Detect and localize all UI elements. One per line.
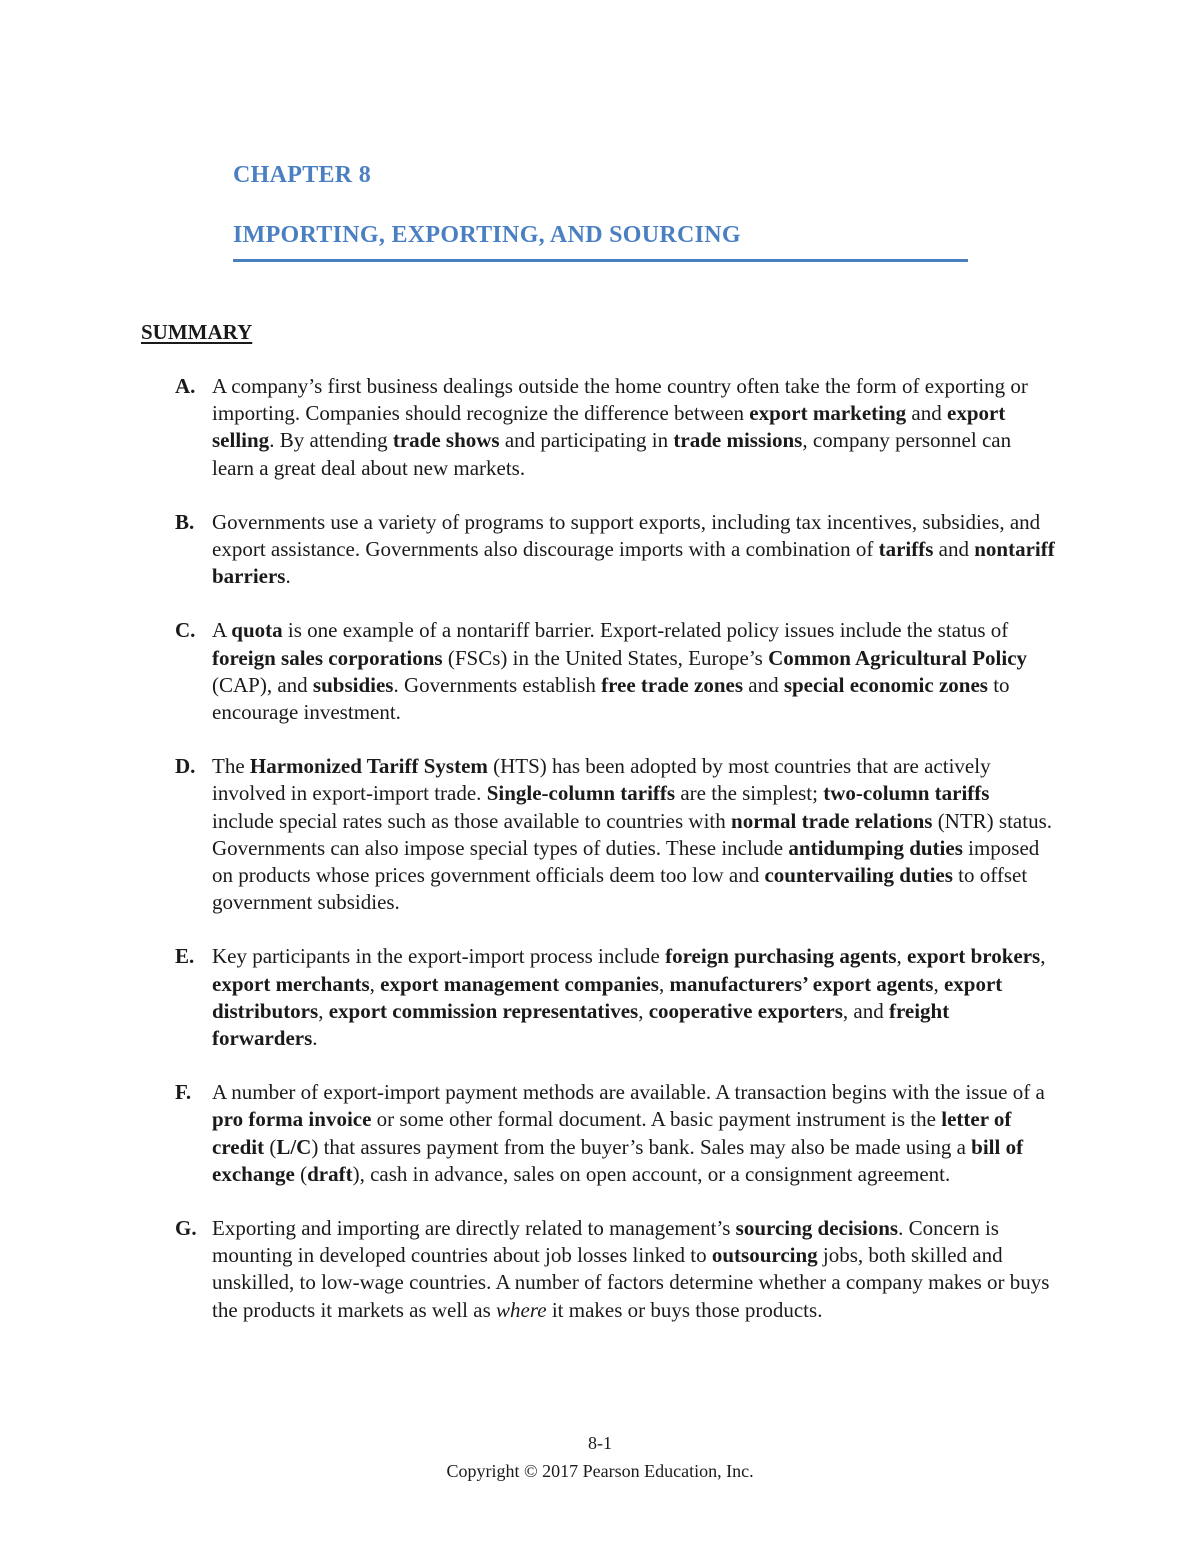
key-term: free trade zones (601, 672, 743, 697)
item-letter: G. (175, 1216, 197, 1241)
item-text (212, 1216, 1049, 1322)
key-term: countervailing duties (764, 863, 953, 888)
key-term: tariffs (878, 537, 934, 562)
key-term: foreign sales corporations (212, 645, 443, 670)
summary-item (175, 509, 1055, 591)
summary-item (175, 617, 1055, 726)
text-run: , and (842, 998, 889, 1023)
text-run: A company’s first business dealings outside the home country often take the form of exporting or importing. Companies should recognize the difference between (212, 374, 1028, 426)
text-run: (FSCs) in the United States, Europe’s (442, 645, 769, 670)
key-term: sourcing decisions (735, 1216, 899, 1241)
key-term: pro forma invoice (212, 1107, 372, 1132)
text-run: , (933, 971, 944, 996)
text-run: is one example of a nontariff barrier. Export-related policy issues include the status of (282, 618, 1009, 643)
key-term: letter of credit (212, 1107, 1012, 1159)
key-term: L/C (276, 1134, 312, 1159)
text-run: , (1040, 944, 1046, 969)
text-run: ( (294, 1161, 308, 1186)
key-term: freight forwarders (212, 998, 950, 1051)
key-term: bill of exchange (212, 1134, 1024, 1186)
text-run: (CAP), and (212, 672, 313, 697)
text-run: and (933, 537, 975, 562)
key-term: export management companies (380, 971, 659, 996)
key-term: export merchants (212, 971, 370, 996)
text-run: . (312, 1026, 318, 1051)
text-run: and (743, 672, 784, 697)
summary-item (175, 1215, 1055, 1324)
item-letter: A. (175, 374, 196, 398)
text-run: Exporting and importing are directly related to management’s (212, 1216, 736, 1241)
title-rule (233, 259, 968, 262)
summary-item (175, 753, 1055, 916)
summary-list (175, 373, 1055, 1351)
text-run: , (896, 944, 908, 969)
text-run: (HTS) has been adopted by most countries that are actively involved in export-import trade. (212, 754, 991, 806)
item-letter: B. (175, 509, 195, 534)
text-run: A number of export-import payment methods are available. A transaction begins with the issue of a (212, 1080, 1045, 1105)
text-run: . Concern is mounting in developed countries about job losses linked to (212, 1216, 999, 1268)
text-run: , (658, 971, 670, 996)
text-run: The (212, 754, 250, 779)
text-run: jobs, both skilled and unskilled, to low-wage countries. A number of factors determine whether a company makes or buys the products it markets as well as (212, 1243, 1050, 1322)
item-letter: F. (175, 1080, 192, 1105)
key-term: export marketing (749, 401, 907, 426)
text-run: it makes or buys those products. (546, 1297, 823, 1322)
text-run: include special rates such as those available to countries with (212, 808, 732, 833)
text-run: Key participants in the export-import process include (212, 944, 666, 969)
text-run: , (318, 998, 329, 1023)
key-term: draft (307, 1161, 353, 1186)
item-letter: C. (175, 618, 196, 643)
item-text (212, 754, 1052, 914)
key-term: cooperative exporters (648, 998, 843, 1023)
text-run: (NTR) status. Governments can also impose special types of duties. These include (212, 808, 1053, 860)
text-run: . Governments establish (393, 672, 602, 697)
key-term: export distributors (212, 971, 1003, 1023)
copyright-notice: Copyright © 2017 Pearson Education, Inc. (446, 1461, 754, 1481)
text-run: to encourage investment. (212, 672, 1010, 725)
text-run: . (285, 564, 291, 589)
item-text (212, 944, 1045, 1050)
key-term: manufacturers’ export agents (669, 971, 934, 996)
text-run: Governments use a variety of programs to support exports, including tax incentives, subsidies, and export assistance. Governments also discourage imports with a combination of (212, 509, 1041, 562)
emphasis-text: where (496, 1297, 547, 1322)
item-letter: D. (175, 754, 196, 779)
text-run: , (369, 971, 381, 996)
key-term: special economic zones (783, 672, 988, 697)
key-term: quota (231, 618, 283, 643)
summary-item (175, 373, 1055, 482)
text-run: to offset government subsidies. (212, 863, 1028, 915)
chapter-number: CHAPTER 8 (233, 162, 372, 188)
text-run: ), cash in advance, sales on open account, or a consignment agreement. (352, 1161, 951, 1186)
item-text (212, 618, 1027, 724)
summary-heading: SUMMARY (141, 320, 253, 344)
text-run: and (906, 401, 947, 426)
key-term: outsourcing (711, 1243, 818, 1268)
item-text (212, 1080, 1045, 1186)
key-term: nontariff barriers (212, 537, 1055, 589)
text-run: and participating in (499, 428, 674, 453)
summary-item (175, 1079, 1055, 1188)
text-run: . By attending (269, 428, 393, 453)
key-term: foreign purchasing agents (665, 944, 897, 969)
text-run: imposed on products whose prices government officials deem too low and (212, 835, 1040, 888)
key-term: Common Agricultural Policy (768, 645, 1028, 670)
item-text (212, 374, 1028, 480)
key-term: Harmonized Tariff System (249, 754, 488, 779)
key-term: Single-column tariffs (486, 781, 676, 806)
key-term: export selling (212, 401, 1006, 453)
key-term: trade shows (392, 428, 500, 453)
chapter-title: IMPORTING, EXPORTING, AND SOURCING (233, 222, 741, 248)
key-term: export brokers (907, 944, 1041, 969)
summary-item (175, 943, 1055, 1052)
text-run: are the simplest; (675, 781, 824, 806)
item-letter: E. (175, 944, 195, 969)
text-run: ( (264, 1134, 277, 1159)
key-term: export commission representatives (328, 998, 639, 1023)
text-run: , company personnel can learn a great deal about new markets. (212, 428, 1012, 480)
page-number: 8-1 (588, 1433, 612, 1453)
text-run: ) that assures payment from the buyer’s bank. Sales may also be made using a (311, 1134, 972, 1159)
text-run: or some other formal document. A basic payment instrument is the (371, 1107, 942, 1132)
text-run: , (638, 998, 649, 1023)
item-text (212, 510, 1055, 588)
key-term: antidumping duties (788, 835, 963, 860)
key-term: two-column tariffs (823, 781, 990, 806)
key-term: trade missions (673, 428, 803, 453)
key-term: subsidies (312, 672, 394, 697)
text-run: A (212, 618, 232, 643)
key-term: normal trade relations (731, 808, 933, 833)
